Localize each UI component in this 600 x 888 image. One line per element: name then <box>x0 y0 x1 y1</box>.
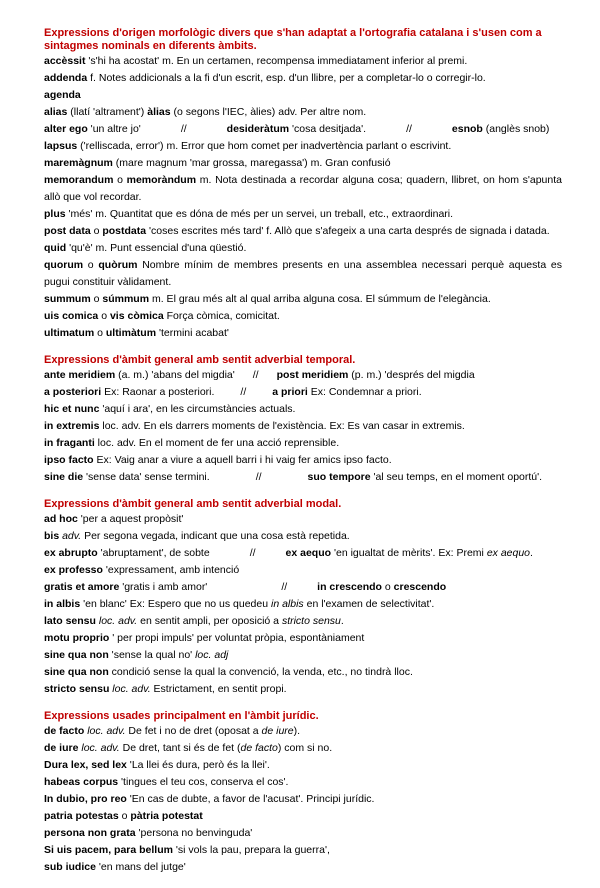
entry-line: de facto loc. adv. De fet i no de dret (oposat a de iure). <box>44 725 301 737</box>
entry-line: gratis et amore 'gratis i amb amor' // in crescendo o crescendo <box>44 581 447 593</box>
entry-line: sub iudice 'en mans del jutge' <box>44 861 186 873</box>
entry-line: quid 'qu'è' m. Punt essencial d'una qüestió. <box>44 242 247 254</box>
entry-line: ante meridiem (a. m.) 'abans del migdia' // post meridiem (p. m.) 'després del migdia <box>44 369 475 381</box>
entry-line: de iure loc. adv. De dret, tant si és de fet (de facto) com si no. <box>44 742 333 754</box>
entry-line: lapsus ('relliscada, error') m. Error que hom comet per inadvertència parlant o escrivint. <box>44 140 452 152</box>
entry-line: motu proprio ' per propi impuls' per voluntat pròpia, espontàniament <box>44 632 365 644</box>
entry-line: In dubio, pro reo 'En cas de dubte, a favor de l'acusat'. Principi jurídic. <box>44 793 375 805</box>
entry-line: sine qua non condició sense la qual la convenció, la venda, etc., no tindrà lloc. <box>44 666 413 678</box>
section-heading: Expressions d'origen morfològic divers que s'han adaptat a l'ortografia catalana i s'usen com a sintagmes nominals en diferents àmbits. <box>44 27 542 52</box>
section-heading: Expressions d'àmbit general amb sentit adverbial modal. <box>44 498 342 510</box>
entry-line: Si uis pacem, para bellum 'si vols la pau, prepara la guerra', <box>44 844 330 856</box>
document-page <box>44 27 562 888</box>
entry-line: in extremis loc. adv. En els darrers moments de l'existència. Ex: Es van casar in extremis. <box>44 420 465 432</box>
section-juridic <box>44 710 562 876</box>
entry-line: post data o postdata 'coses escrites més tard' f. Allò que s'afegeix a una carta després de signada i datada. <box>44 225 550 237</box>
entry-line: ultimatum o ultimàtum 'termini acabat' <box>44 327 229 339</box>
entry-line: hic et nunc 'aquí i ara', en les circumstàncies actuals. <box>44 403 296 415</box>
entry-line: quorum o quòrum Nombre mínim de membres presents en una assemblea necessari perquè aquesta es pugui constituir vàlidament. <box>44 259 562 288</box>
entry-line: addenda f. Notes addicionals a la fi d'un escrit, esp. d'un llibre, per a completar-lo o corregir-lo. <box>44 72 486 84</box>
entry-line: stricto sensu loc. adv. Estrictament, en sentit propi. <box>44 683 287 695</box>
entry-line: alter ego 'un altre jo' // desideràtum 'cosa desitjada'. // esnob (anglès snob) <box>44 123 550 135</box>
section-modal <box>44 498 562 698</box>
entry-line: patria potestas o pàtria potestat <box>44 810 203 822</box>
entry-line: uis comica o vis còmica Força còmica, comicitat. <box>44 310 280 322</box>
section-heading: Expressions d'àmbit general amb sentit adverbial temporal. <box>44 354 356 366</box>
entry-line: maremàgnum (mare magnum 'mar grossa, maregassa') m. Gran confusió <box>44 157 391 169</box>
entry-line: accèssit 's'hi ha acostat' m. En un certamen, recompensa immediatament inferior al premi. <box>44 55 468 67</box>
entry-line: summum o súmmum m. El grau més alt al qual arriba alguna cosa. El súmmum de l'elegància. <box>44 293 491 305</box>
entry-line: a posteriori Ex: Raonar a posteriori. // a priori Ex: Condemnar a priori. <box>44 386 422 398</box>
entry-line: ex professo 'expressament, amb intenció <box>44 564 240 576</box>
entry-line: alias (llatí 'altrament') àlias (o segons l'IEC, àlies) adv. Per altre nom. <box>44 106 367 118</box>
entry-line: agenda <box>44 89 81 101</box>
entry-line: lato sensu loc. adv. en sentit ampli, per oposició a stricto sensu. <box>44 615 344 627</box>
entry-line: in albis 'en blanc' Ex: Espero que no us quedeu in albis en l'examen de selectivitat'. <box>44 598 435 610</box>
entry-line: bis adv. Per segona vegada, indicant que una cosa està repetida. <box>44 530 350 542</box>
section-morphological <box>44 27 562 342</box>
entry-line: ad hoc 'per a aquest propòsit' <box>44 513 184 525</box>
entry-line: ex abrupto 'abruptament', de sobte // ex aequo 'en igualtat de mèrits'. Ex: Premi ex aequo. <box>44 547 533 559</box>
entry-line: Dura lex, sed lex 'La llei és dura, però és la llei'. <box>44 759 270 771</box>
section-temporal <box>44 354 562 486</box>
entry-line: habeas corpus 'tingues el teu cos, conserva el cos'. <box>44 776 289 788</box>
entry-line: persona non grata 'persona no benvinguda' <box>44 827 253 839</box>
entry-line: sine qua non 'sense la qual no' loc. adj <box>44 649 229 661</box>
entry-line: sine die 'sense data' sense termini. // suo tempore 'al seu temps, en el moment oportú'. <box>44 471 543 483</box>
section-heading: Expressions usades principalment en l'àmbit jurídic. <box>44 710 319 722</box>
entry-line: plus 'més' m. Quantitat que es dóna de més per un servei, un treball, etc., extraordinari. <box>44 208 454 220</box>
entry-line: memorandum o memoràndum m. Nota destinada a recordar alguna cosa; quadern, llibret, on hom s'apunta allò que vol recordar. <box>44 174 562 203</box>
entry-line: in fraganti loc. adv. En el moment de fer una acció reprensible. <box>44 437 340 449</box>
entry-line: ipso facto Ex: Vaig anar a viure a aquell barri i hi vaig fer amics ipso facto. <box>44 454 392 466</box>
